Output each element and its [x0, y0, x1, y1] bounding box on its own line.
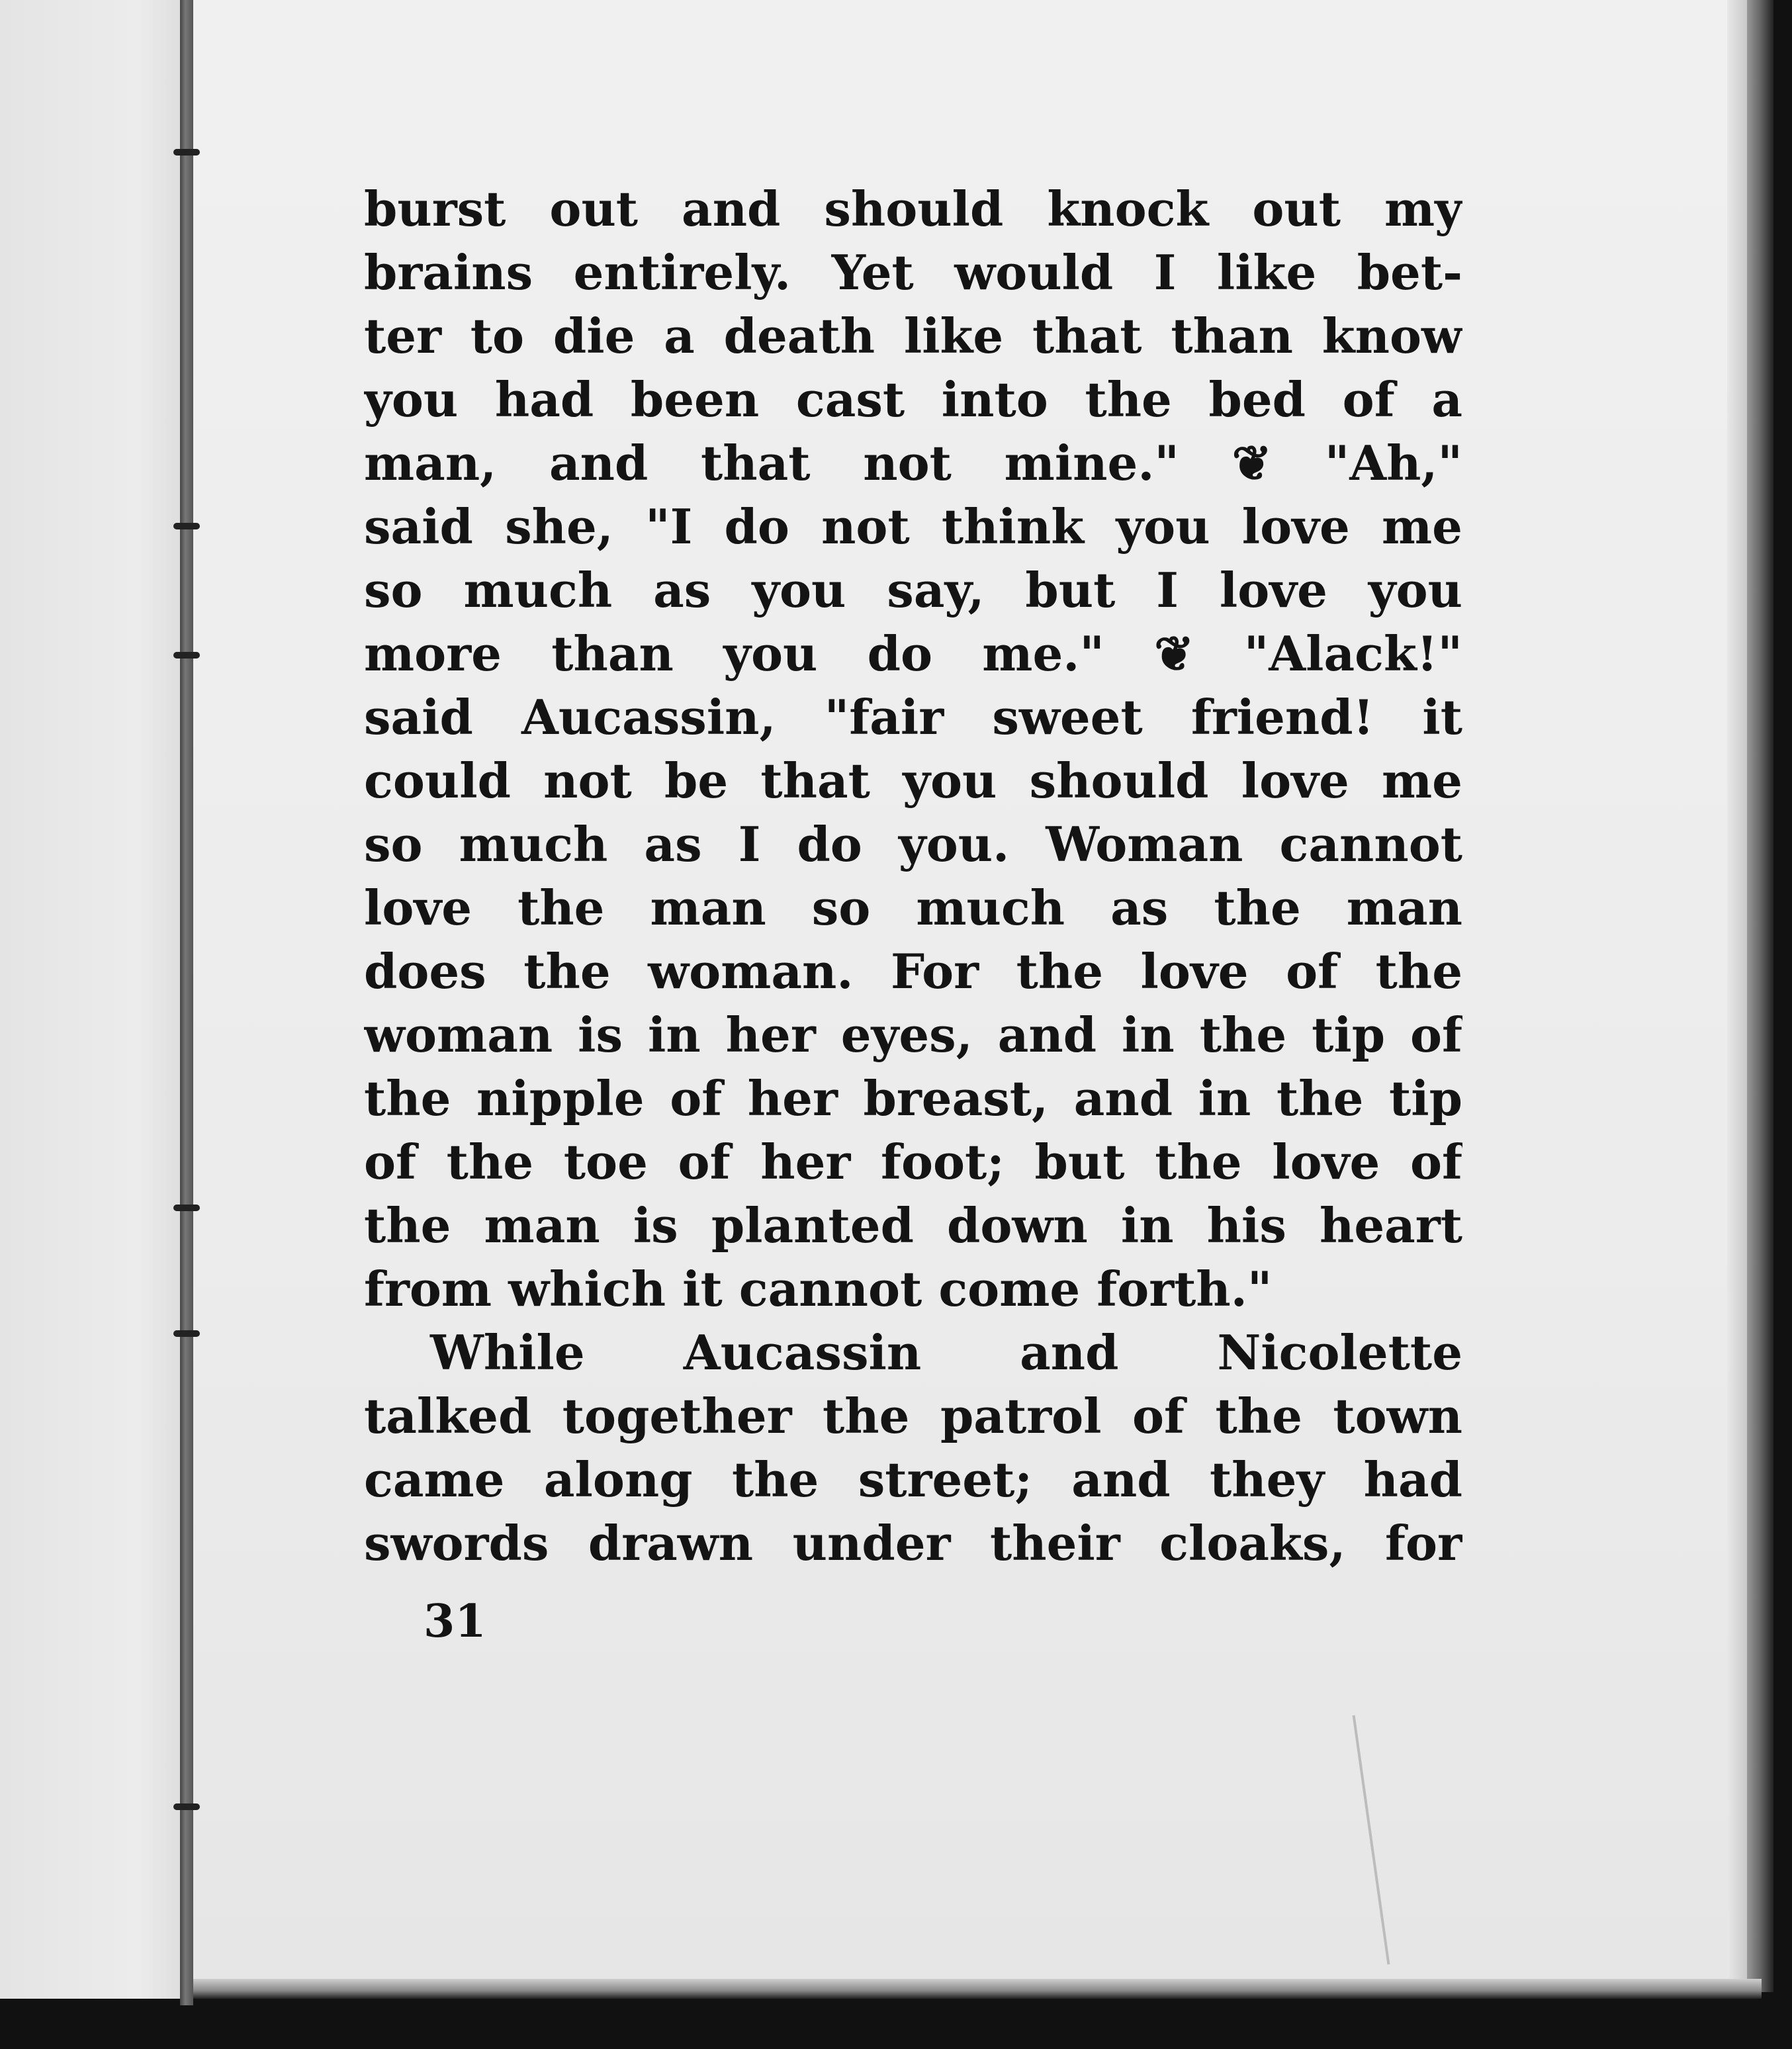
- binding-stitch: [173, 652, 200, 659]
- binding-stitch: [173, 523, 200, 529]
- text-line: came along the street; and they had: [364, 1451, 1462, 1508]
- binding-stitch: [173, 1330, 200, 1337]
- text-line: While Aucassin and Nicolette: [430, 1324, 1462, 1381]
- text-line: brains entirely. Yet would I like bet-: [364, 244, 1462, 300]
- body-text: [364, 177, 1462, 1575]
- text-line: of the toe of her foot; but the love of: [364, 1134, 1462, 1190]
- text-line: the man is planted down in his heart: [364, 1197, 1462, 1253]
- text-line: could not be that you should love me: [364, 752, 1462, 809]
- text-line: man, and that not mine." ❦ "Ah,": [364, 435, 1462, 491]
- text-line: ter to die a death like that than know: [364, 308, 1462, 364]
- page-fore-edge-shadow: [1747, 0, 1773, 1992]
- text-line: woman is in her eyes, and in the tip of: [364, 1007, 1462, 1063]
- binding-stitch: [173, 149, 200, 156]
- text-line: said Aucassin, "fair sweet friend! it: [364, 689, 1462, 745]
- text-line: you had been cast into the bed of a: [364, 371, 1462, 428]
- text-line: so much as you say, but I love you: [364, 562, 1462, 618]
- text-line: love the man so much as the man: [364, 880, 1462, 936]
- page-bottom-edge: [193, 1979, 1762, 1999]
- page-number: 31: [424, 1595, 486, 1648]
- binding-gutter: [180, 0, 193, 2005]
- text-line: said she, "I do not think you love me: [364, 498, 1462, 555]
- text-line: talked together the patrol of the town: [364, 1388, 1462, 1444]
- binding-stitch: [173, 1205, 200, 1211]
- text-line: burst out and should knock out my: [364, 181, 1462, 237]
- text-line: more than you do me." ❦ "Alack!": [364, 625, 1462, 682]
- facing-page-edge: [0, 0, 199, 1999]
- text-line: swords drawn under their cloaks, for: [364, 1515, 1462, 1571]
- text-line: does the woman. For the love of the: [364, 943, 1462, 999]
- text-line: so much as I do you. Woman cannot: [364, 816, 1462, 872]
- text-line: from which it cannot come forth.": [364, 1261, 1273, 1317]
- page-fore-edge: [1727, 0, 1747, 1992]
- text-line: the nipple of her breast, and in the tip: [364, 1070, 1462, 1126]
- binding-stitch: [173, 1803, 200, 1810]
